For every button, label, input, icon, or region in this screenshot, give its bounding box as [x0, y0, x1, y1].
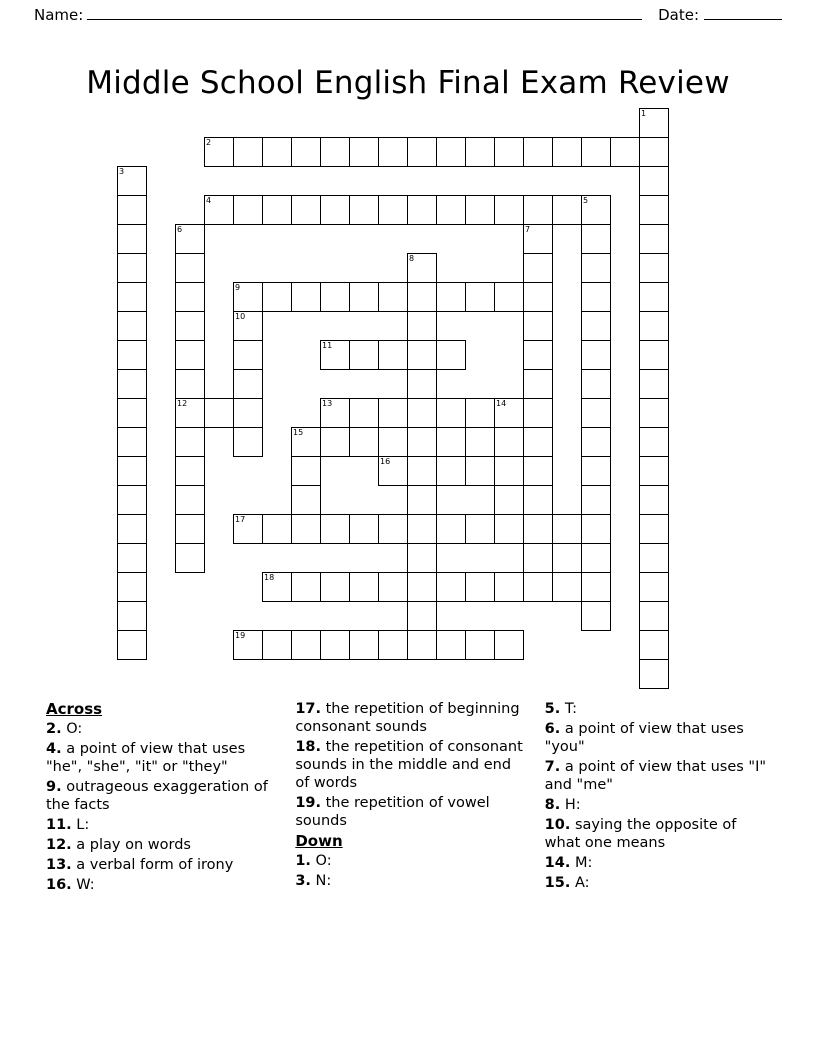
grid-cell[interactable] [320, 340, 350, 370]
clue-text: outrageous exaggeration of the facts [46, 779, 268, 813]
clue-number: 18. [295, 739, 322, 755]
grid-cell[interactable] [262, 282, 292, 312]
grid-cell[interactable] [291, 195, 321, 225]
grid-cell[interactable] [262, 572, 292, 602]
grid-cell[interactable] [378, 456, 408, 486]
grid-cell[interactable] [639, 427, 669, 457]
grid-cell[interactable] [581, 137, 611, 167]
grid-cell[interactable] [465, 630, 495, 660]
grid-cell[interactable] [407, 601, 437, 631]
grid-cell[interactable] [291, 427, 321, 457]
grid-cell[interactable] [494, 282, 524, 312]
down-heading: Down [295, 832, 343, 850]
name-label: Name: [34, 6, 84, 24]
clue-text: T: [560, 701, 578, 717]
grid-cell[interactable] [349, 514, 379, 544]
grid-cell[interactable] [639, 108, 669, 138]
grid-cell[interactable] [378, 572, 408, 602]
grid-cell[interactable] [233, 195, 263, 225]
grid-cell[interactable] [639, 311, 669, 341]
grid-cell[interactable] [378, 398, 408, 428]
grid-cell[interactable] [117, 572, 147, 602]
grid-cell-number: 6 [177, 225, 183, 234]
grid-cell[interactable] [494, 485, 524, 515]
grid-cell[interactable] [581, 485, 611, 515]
grid-cell[interactable] [494, 398, 524, 428]
grid-cell-number: 3 [119, 167, 125, 176]
grid-cell[interactable] [407, 485, 437, 515]
grid-cell[interactable] [117, 601, 147, 631]
date-write-line[interactable] [704, 19, 782, 20]
grid-cell[interactable] [581, 572, 611, 602]
clue-text: O: [310, 853, 332, 869]
grid-cell-number: 4 [206, 196, 212, 205]
grid-cell[interactable] [552, 572, 582, 602]
grid-cell[interactable] [378, 514, 408, 544]
grid-cell[interactable] [117, 543, 147, 573]
page-title: Middle School English Final Exam Review [86, 64, 730, 101]
clue-number: 2. [46, 721, 62, 737]
grid-cell[interactable] [581, 282, 611, 312]
grid-cell[interactable] [523, 137, 553, 167]
clue-item [46, 876, 277, 894]
grid-cell[interactable] [407, 456, 437, 486]
clue-text: N: [310, 873, 332, 889]
grid-cell[interactable] [523, 282, 553, 312]
grid-cell[interactable] [581, 340, 611, 370]
grid-cell[interactable] [320, 398, 350, 428]
grid-cell[interactable] [639, 572, 669, 602]
clue-item [545, 874, 776, 892]
grid-cell[interactable] [639, 485, 669, 515]
grid-cell[interactable] [639, 195, 669, 225]
grid-cell[interactable] [175, 369, 205, 399]
grid-cell[interactable] [407, 630, 437, 660]
grid-cell[interactable] [291, 282, 321, 312]
grid-cell[interactable] [465, 195, 495, 225]
grid-cell[interactable] [378, 195, 408, 225]
grid-cell[interactable] [117, 485, 147, 515]
grid-cell-number: 19 [235, 631, 246, 640]
grid-cell[interactable] [494, 137, 524, 167]
grid-cell-number: 1 [641, 109, 647, 118]
clue-text: H: [560, 797, 581, 813]
clue-item [295, 700, 526, 736]
crossword-grid[interactable] [0, 108, 816, 698]
clue-text: L: [71, 817, 90, 833]
clue-number: 3. [295, 873, 311, 889]
grid-cell[interactable] [175, 543, 205, 573]
grid-cell[interactable] [494, 456, 524, 486]
grid-cell[interactable] [436, 340, 466, 370]
grid-cell-number: 17 [235, 515, 246, 524]
grid-cell[interactable] [175, 282, 205, 312]
clue-number: 16. [46, 877, 72, 893]
grid-cell[interactable] [639, 456, 669, 486]
clue-item [46, 836, 277, 854]
grid-cell[interactable] [291, 572, 321, 602]
clue-number: 5. [544, 701, 561, 717]
clue-item [545, 816, 776, 852]
clue-text: O: [61, 721, 83, 737]
clue-item [46, 740, 277, 776]
grid-cell[interactable] [407, 253, 437, 283]
clue-number: 17. [295, 701, 322, 717]
grid-cell[interactable] [407, 195, 437, 225]
grid-cell[interactable] [117, 369, 147, 399]
grid-cell[interactable] [610, 137, 640, 167]
grid-cell[interactable] [349, 137, 379, 167]
grid-cell[interactable] [175, 340, 205, 370]
grid-cell[interactable] [552, 514, 582, 544]
grid-cell[interactable] [581, 456, 611, 486]
grid-cell[interactable] [523, 398, 553, 428]
grid-cell[interactable] [639, 253, 669, 283]
grid-cell[interactable] [639, 630, 669, 660]
clue-item [545, 700, 776, 718]
clue-number: 1. [295, 853, 311, 869]
across-heading: Across [46, 700, 103, 718]
grid-cell[interactable] [523, 340, 553, 370]
clue-text: the repetition of vowel sounds [295, 795, 490, 829]
name-date-header [34, 6, 782, 24]
grid-cell[interactable] [117, 514, 147, 544]
clue-number: 7. [544, 759, 561, 775]
grid-cell[interactable] [436, 514, 466, 544]
grid-cell[interactable] [465, 398, 495, 428]
grid-cell[interactable] [262, 630, 292, 660]
grid-cell[interactable] [262, 514, 292, 544]
grid-cell-number: 13 [322, 399, 333, 408]
clue-number: 6. [544, 721, 561, 737]
grid-cell[interactable] [378, 340, 408, 370]
grid-cell[interactable] [378, 427, 408, 457]
clue-text: a verbal form of irony [71, 857, 234, 873]
grid-cell[interactable] [436, 398, 466, 428]
grid-cell[interactable] [523, 485, 553, 515]
clue-text: a point of view that uses "he", "she", "it" or "they" [46, 741, 246, 775]
grid-cell-number: 18 [264, 573, 275, 582]
clue-number: 19. [295, 795, 322, 811]
grid-cell[interactable] [291, 456, 321, 486]
grid-cell[interactable] [465, 282, 495, 312]
clue-text: W: [71, 877, 95, 893]
grid-cell[interactable] [117, 311, 147, 341]
grid-cell[interactable] [320, 572, 350, 602]
grid-cell[interactable] [407, 514, 437, 544]
grid-cell-number: 15 [293, 428, 304, 437]
grid-cell[interactable] [175, 253, 205, 283]
grid-cell[interactable] [523, 195, 553, 225]
grid-cell[interactable] [175, 485, 205, 515]
grid-cell[interactable] [581, 514, 611, 544]
grid-cell[interactable] [581, 398, 611, 428]
clue-number: 11. [46, 817, 72, 833]
grid-cell-number: 5 [583, 196, 589, 205]
grid-cell[interactable] [378, 630, 408, 660]
grid-cell[interactable] [552, 195, 582, 225]
clue-item [545, 720, 776, 756]
grid-cell[interactable] [581, 195, 611, 225]
grid-cell[interactable] [349, 427, 379, 457]
grid-cell[interactable] [349, 340, 379, 370]
grid-cell[interactable] [320, 282, 350, 312]
grid-cell[interactable] [639, 369, 669, 399]
clue-number: 10. [544, 817, 571, 833]
clue-item [295, 738, 526, 792]
clue-number: 9. [46, 779, 62, 795]
grid-cell[interactable] [639, 601, 669, 631]
grid-cell[interactable] [117, 398, 147, 428]
grid-cell[interactable] [233, 630, 263, 660]
grid-cell[interactable] [233, 282, 263, 312]
grid-cell[interactable] [349, 398, 379, 428]
grid-cell[interactable] [494, 514, 524, 544]
grid-cell[interactable] [117, 630, 147, 660]
clue-text: A: [570, 875, 590, 891]
grid-cell[interactable] [291, 630, 321, 660]
clue-number: 15. [544, 875, 571, 891]
grid-cell[interactable] [117, 340, 147, 370]
grid-cell[interactable] [523, 369, 553, 399]
clue-text: a point of view that uses "you" [544, 721, 744, 755]
grid-cell-number: 2 [206, 138, 212, 147]
grid-cell[interactable] [639, 659, 669, 689]
grid-cell[interactable] [407, 543, 437, 573]
grid-cell[interactable] [291, 485, 321, 515]
grid-cell[interactable] [175, 427, 205, 457]
grid-cell-number: 16 [380, 457, 391, 466]
grid-cell-number: 12 [177, 399, 188, 408]
clue-item [46, 856, 277, 874]
grid-cell[interactable] [523, 253, 553, 283]
grid-cell[interactable] [407, 572, 437, 602]
grid-cell[interactable] [639, 166, 669, 196]
grid-cell[interactable] [436, 630, 466, 660]
grid-cell[interactable] [117, 282, 147, 312]
grid-cell[interactable] [581, 253, 611, 283]
grid-cell[interactable] [117, 253, 147, 283]
clue-item [545, 758, 776, 794]
grid-cell[interactable] [436, 282, 466, 312]
grid-cell[interactable] [639, 224, 669, 254]
grid-cell[interactable] [639, 340, 669, 370]
grid-cell[interactable] [320, 137, 350, 167]
grid-cell[interactable] [378, 282, 408, 312]
clue-text: a point of view that uses "I" and "me" [544, 759, 767, 793]
grid-cell[interactable] [523, 427, 553, 457]
clue-item [46, 720, 277, 738]
grid-cell[interactable] [552, 137, 582, 167]
grid-cell[interactable] [494, 572, 524, 602]
grid-cell[interactable] [465, 137, 495, 167]
clue-item [46, 816, 277, 834]
name-write-line[interactable] [87, 19, 642, 20]
grid-cell[interactable] [349, 630, 379, 660]
clue-item [46, 778, 277, 814]
grid-cell[interactable] [407, 137, 437, 167]
clue-number: 4. [46, 741, 62, 757]
grid-cell[interactable] [233, 137, 263, 167]
clue-item [545, 796, 776, 814]
clue-item [295, 872, 526, 890]
grid-cell[interactable] [523, 514, 553, 544]
grid-cell[interactable] [465, 514, 495, 544]
grid-cell[interactable] [117, 427, 147, 457]
clue-text: the repetition of beginning consonant sounds [295, 701, 520, 735]
grid-cell[interactable] [465, 572, 495, 602]
grid-cell[interactable] [175, 224, 205, 254]
grid-cell[interactable] [494, 630, 524, 660]
grid-cell[interactable] [320, 630, 350, 660]
clue-item [295, 852, 526, 870]
grid-cell-number: 10 [235, 312, 246, 321]
grid-cell[interactable] [233, 427, 263, 457]
grid-cell[interactable] [436, 572, 466, 602]
grid-cell[interactable] [465, 456, 495, 486]
clue-item [295, 794, 526, 830]
grid-cell[interactable] [639, 137, 669, 167]
grid-cell[interactable] [436, 427, 466, 457]
grid-cell[interactable] [117, 195, 147, 225]
grid-cell[interactable] [349, 195, 379, 225]
grid-cell-number: 8 [409, 254, 415, 263]
clue-item [545, 854, 776, 872]
grid-cell[interactable] [407, 398, 437, 428]
grid-cell[interactable] [581, 543, 611, 573]
grid-cell[interactable] [436, 137, 466, 167]
grid-cell[interactable] [233, 340, 263, 370]
clue-list [46, 700, 776, 960]
grid-cell[interactable] [204, 398, 234, 428]
grid-cell[interactable] [639, 543, 669, 573]
grid-cell[interactable] [262, 137, 292, 167]
grid-cell[interactable] [320, 195, 350, 225]
grid-cell[interactable] [407, 282, 437, 312]
grid-cell[interactable] [523, 572, 553, 602]
grid-cell[interactable] [581, 311, 611, 341]
grid-cell[interactable] [175, 514, 205, 544]
grid-cell[interactable] [262, 195, 292, 225]
grid-cell[interactable] [291, 137, 321, 167]
grid-cell[interactable] [233, 514, 263, 544]
grid-cell-number: 7 [525, 225, 531, 234]
grid-cell[interactable] [523, 456, 553, 486]
clue-text: saying the opposite of what one means [544, 817, 737, 851]
grid-cell[interactable] [349, 572, 379, 602]
grid-cell[interactable] [639, 398, 669, 428]
grid-cell[interactable] [494, 195, 524, 225]
grid-cell-number: 9 [235, 283, 241, 292]
grid-cell[interactable] [233, 398, 263, 428]
grid-cell[interactable] [233, 369, 263, 399]
grid-cell[interactable] [523, 311, 553, 341]
grid-cell[interactable] [175, 398, 205, 428]
clue-number: 8. [544, 797, 561, 813]
grid-cell[interactable] [523, 224, 553, 254]
grid-cell[interactable] [523, 543, 553, 573]
grid-cell-number: 14 [496, 399, 507, 408]
clue-text: M: [570, 855, 593, 871]
grid-cell[interactable] [204, 195, 234, 225]
clue-text: the repetition of consonant sounds in the middle and end of words [295, 739, 523, 791]
grid-cell[interactable] [117, 456, 147, 486]
grid-cell[interactable] [407, 369, 437, 399]
grid-cell[interactable] [117, 224, 147, 254]
grid-cell[interactable] [581, 601, 611, 631]
grid-cell[interactable] [291, 514, 321, 544]
grid-cell[interactable] [581, 427, 611, 457]
grid-cell[interactable] [175, 311, 205, 341]
clue-text: a play on words [71, 837, 191, 853]
clue-number: 13. [46, 857, 72, 873]
grid-cell[interactable] [407, 311, 437, 341]
grid-cell[interactable] [233, 311, 263, 341]
grid-cell[interactable] [494, 427, 524, 457]
grid-cell-number: 11 [322, 341, 333, 350]
grid-cell[interactable] [581, 224, 611, 254]
grid-cell[interactable] [639, 282, 669, 312]
grid-cell[interactable] [320, 514, 350, 544]
grid-cell[interactable] [349, 282, 379, 312]
grid-cell[interactable] [407, 427, 437, 457]
date-label: Date: [658, 6, 699, 24]
grid-cell[interactable] [639, 514, 669, 544]
grid-cell[interactable] [378, 137, 408, 167]
grid-cell[interactable] [465, 427, 495, 457]
grid-cell[interactable] [175, 456, 205, 486]
grid-cell[interactable] [581, 369, 611, 399]
clue-number: 14. [544, 855, 571, 871]
grid-cell[interactable] [436, 456, 466, 486]
grid-cell[interactable] [320, 427, 350, 457]
grid-cell[interactable] [117, 166, 147, 196]
grid-cell[interactable] [204, 137, 234, 167]
grid-cell[interactable] [407, 340, 437, 370]
grid-cell[interactable] [436, 195, 466, 225]
clue-number: 12. [46, 837, 72, 853]
